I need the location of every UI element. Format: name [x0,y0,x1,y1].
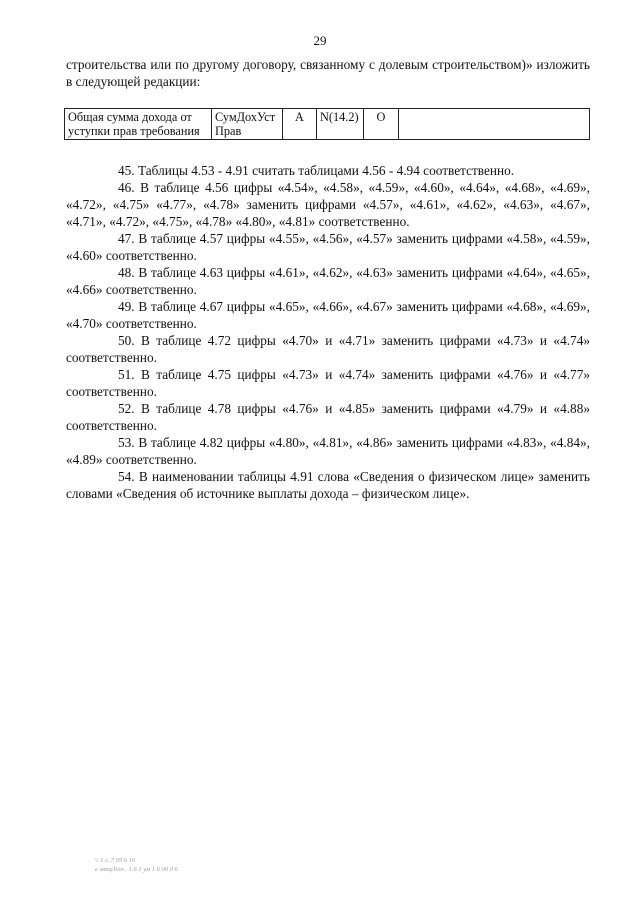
paragraph-48: 48. В таблице 4.63 цифры «4.61», «4.62», «4.63» заменить цифрами «4.64», «4.65», «4.66» соответственно. [66,265,590,297]
table-cell-extra [399,109,590,140]
paragraph-46: 46. В таблице 4.56 цифры «4.54», «4.58», «4.59», «4.60», «4.64», «4.68», «4.69», «4.72», «4.75» «4.77», «4.78» заменить цифрами «4.57», «4.61», «4.62», «4.63», «4.67», «4.71», «4.72», «4.75», «4.78» «4.80», «4.81» соответственно. [66,180,590,229]
paragraph-45: 45. Таблицы 4.53 - 4.91 считать таблицами 4.56 - 4.94 соответственно. [118,163,515,178]
table-cell-type: А [283,109,317,140]
intro-paragraph [66,56,590,90]
paragraph-49: 49. В таблице 4.67 цифры «4.65», «4.66», «4.67» заменить цифрами «4.68», «4.69», «4.70» соответственно. [66,299,590,331]
table-cell-name: Общая сумма дохода от уступки прав требования [65,109,212,140]
paragraph-52: 52. В таблице 4.78 цифры «4.76» и «4.85» заменить цифрами «4.79» и «4.88» соответственно. [66,401,590,433]
element-format-table [64,108,590,140]
paragraph-51: 51. В таблице 4.75 цифры «4.73» и «4.74» заменить цифрами «4.76» и «4.77» соответственно. [66,367,590,399]
paragraph-54: 54. В наименовании таблицы 4.91 слова «Сведения о физическом лице» заменить словами «Сведения об источнике выплаты дохода – физическом лице». [66,469,590,501]
paragraph-50: 50. В таблице 4.72 цифры «4.70» и «4.71» заменить цифрами «4.73» и «4.74» соответственно. [66,333,590,365]
table-cell-format: N(14.2) [317,109,364,140]
table-cell-flag: О [364,109,399,140]
page-number: 29 [313,33,327,48]
amendments-list [66,162,590,502]
registry-stamp-line-2: e мпщ/lion.. 1.6 1 ум 1 6 00 0 6 [95,866,178,873]
registry-stamp-line-1: \\ 1 г. 7 05 6 10 [95,857,136,864]
table-row [65,109,590,140]
paragraph-53: 53. В таблице 4.82 цифры «4.80», «4.81», «4.86» заменить цифрами «4.83», «4.84», «4.89» соответственно. [66,435,590,467]
table-cell-code: СумДохУст Прав [212,109,283,140]
paragraph-47: 47. В таблице 4.57 цифры «4.55», «4.56», «4.57» заменить цифрами «4.58», «4.59», «4.60» соответственно. [66,231,590,263]
intro-text: строительства или по другому договору, связанному с долевым строительством)» изложить в следующей редакции: [66,57,590,89]
